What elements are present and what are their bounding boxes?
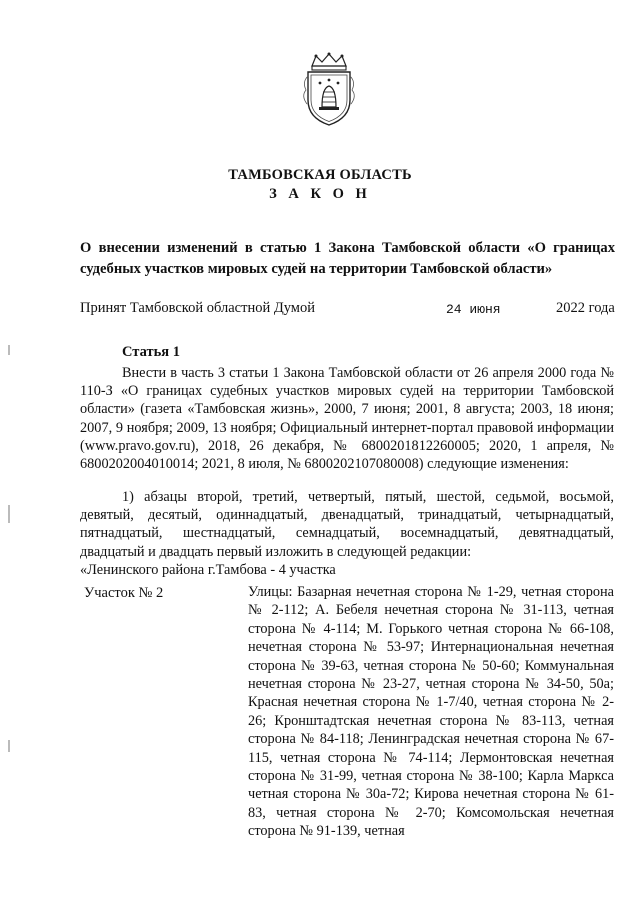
article-paragraph-1: Внести в часть 3 статьи 1 Закона Тамбовской области от 26 апреля 2000 года № 110-З «О границах судебных участков мировых судей на территории Тамбовской области» (газета «Тамбовская жизнь», 2000, 7 июня; 2001, 8 августа; 2003, 18 июня; 2007, 9 ноября; 2009, 13 ноября; Официальный интернет-портал правовой информации (www.pravo.gov.ru), 2018, 26 декабря, № 6800201812260005; 2020, 1 апреля, № 6800202004010014; 2021, 8 июля, № 6800202107080008) следующие изменения: — [80, 365, 614, 473]
scan-margin-mark — [8, 740, 10, 752]
law-title: О внесении изменений в статью 1 Закона Тамбовской области «О границах судебных участков мировых судей на территории Тамбовской области» — [80, 240, 615, 277]
plot-streets: Улицы: Базарная нечетная сторона № 1-29, четная сторона № 2-112; А. Бебеля нечетная сторона № 31-113, четная сторона № 4-114; М. Горького четная сторона № 66-108, нечетная сторона № 53-97; Интернациональная нечетная сторона № 39-63, четная сторона № 50-60; Коммунальная нечетная сторона № 23-27, четная сторона № 34-50, 50а; Красная нечетная сторона № 1-7/40, четная сторона № 2-26; Кронштадтская нечетная сторона № 83-113, четная сторона № 84-118; Ленинградская нечетная сторона № 67-115, четная сторона № 74-114; Лермонтовская нечетная сторона № 31-99, четная сторона № 38-100; Карла Маркса четная сторона № 30а-72; Кирова нечетная сторона № 61-83, четная сторона № 2-70; Комсомольская нечетная сторона № 91-139, четная — [248, 584, 614, 840]
district-heading: «Ленинского района г.Тамбова - 4 участка — [80, 562, 336, 578]
law-heading: З А К О Н — [269, 186, 371, 202]
plot-label: Участок № 2 — [84, 585, 164, 601]
scan-margin-mark — [8, 345, 10, 355]
adoption-date: 24 июня — [446, 302, 501, 317]
adoption-year: 2022 года — [556, 300, 615, 316]
scan-margin-mark — [8, 505, 10, 523]
region-heading: ТАМБОВСКАЯ ОБЛАСТЬ — [228, 167, 412, 183]
article-heading: Статья 1 — [122, 344, 180, 360]
article-paragraph-2: 1) абзацы второй, третий, четвертый, пятый, шестой, седьмой, восьмой, девятый, десятый, одиннадцатый, двенадцатый, тринадцатый, четырнадцатый, пятнадцатый, шестнадцатый, семнадцатый, восемнадцатый, девятнадцатый, двадцатый и двадцать первый изложить в следующей редакции: — [80, 489, 614, 560]
adoption-label: Принят Тамбовской областной Думой — [80, 300, 315, 316]
coat-of-arms-icon — [298, 52, 360, 128]
